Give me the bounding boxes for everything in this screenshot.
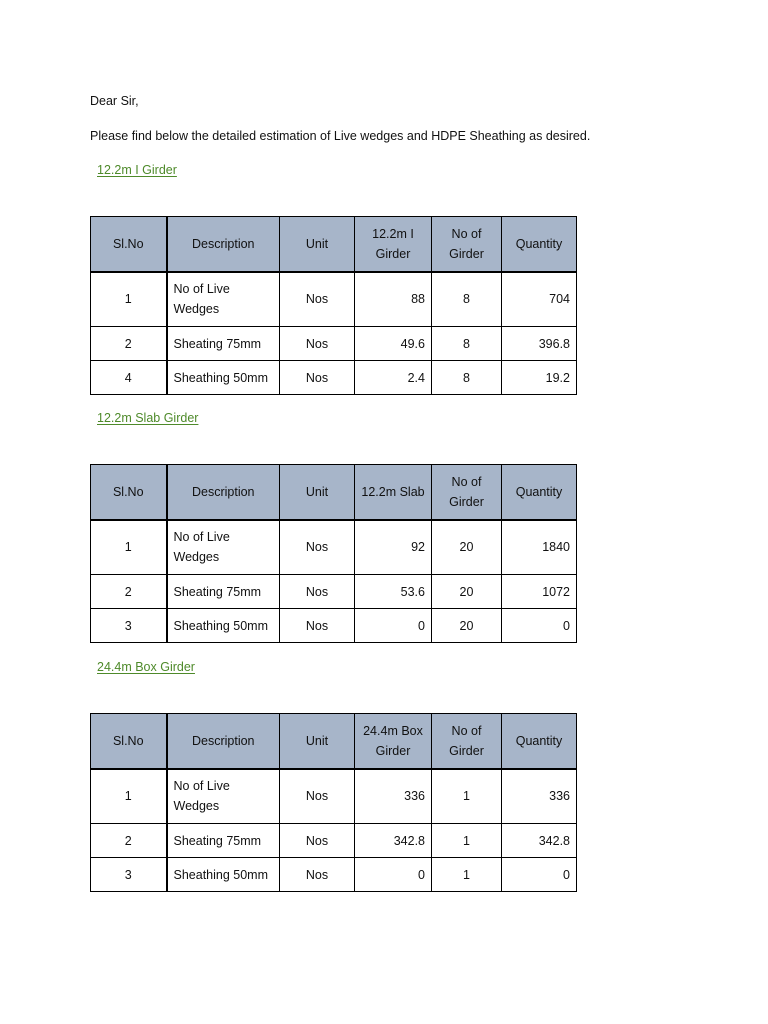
cell-description: Sheathing 50mm	[167, 361, 280, 395]
cell-no-of-girder: 8	[432, 272, 502, 327]
header-no-of-girder: No of Girder	[432, 465, 502, 520]
header-sl-no: Sl.No	[91, 465, 167, 520]
cell-sl-no: 1	[91, 272, 167, 327]
cell-unit: Nos	[280, 609, 355, 643]
cell-description: Sheating 75mm	[167, 575, 280, 609]
cell-quantity: 336	[502, 769, 577, 824]
header-sl-no: Sl.No	[91, 217, 167, 272]
header-unit: Unit	[280, 714, 355, 769]
cell-quantity: 342.8	[502, 824, 577, 858]
cell-unit: Nos	[280, 520, 355, 575]
table-header-row	[91, 217, 577, 272]
cell-no-of-girder: 1	[432, 769, 502, 824]
cell-sl-no: 3	[91, 858, 167, 892]
table-row	[91, 575, 577, 609]
header-sl-no: Sl.No	[91, 714, 167, 769]
header-quantity: Quantity	[502, 714, 577, 769]
cell-length: 2.4	[355, 361, 432, 395]
cell-length: 336	[355, 769, 432, 824]
header-length: 24.4m Box Girder	[355, 714, 432, 769]
cell-no-of-girder: 1	[432, 858, 502, 892]
header-description: Description	[167, 217, 280, 272]
cell-no-of-girder: 8	[432, 327, 502, 361]
cell-description: Sheathing 50mm	[167, 609, 280, 643]
table-row	[91, 272, 577, 327]
estimate-table-i-girder	[90, 216, 577, 395]
cell-sl-no: 3	[91, 609, 167, 643]
cell-sl-no: 2	[91, 575, 167, 609]
cell-no-of-girder: 1	[432, 824, 502, 858]
table-row	[91, 824, 577, 858]
cell-unit: Nos	[280, 327, 355, 361]
cell-length: 49.6	[355, 327, 432, 361]
cell-sl-no: 2	[91, 824, 167, 858]
greeting-text: Dear Sir,	[90, 94, 139, 108]
table-header-row	[91, 465, 577, 520]
cell-quantity: 19.2	[502, 361, 577, 395]
cell-unit: Nos	[280, 769, 355, 824]
cell-quantity: 704	[502, 272, 577, 327]
cell-no-of-girder: 20	[432, 520, 502, 575]
estimate-table-slab-girder	[90, 464, 577, 643]
table-row	[91, 858, 577, 892]
cell-description: Sheating 75mm	[167, 327, 280, 361]
cell-length: 92	[355, 520, 432, 575]
header-length: 12.2m I Girder	[355, 217, 432, 272]
header-unit: Unit	[280, 217, 355, 272]
cell-quantity: 1840	[502, 520, 577, 575]
table-row	[91, 327, 577, 361]
cell-length: 0	[355, 858, 432, 892]
cell-no-of-girder: 20	[432, 575, 502, 609]
header-quantity: Quantity	[502, 465, 577, 520]
cell-unit: Nos	[280, 272, 355, 327]
cell-sl-no: 1	[91, 520, 167, 575]
cell-description: No of Live Wedges	[167, 769, 280, 824]
cell-description: No of Live Wedges	[167, 272, 280, 327]
section-title-i-girder: 12.2m I Girder	[97, 163, 177, 177]
cell-quantity: 0	[502, 858, 577, 892]
section-title-slab-girder: 12.2m Slab Girder	[97, 411, 199, 425]
header-description: Description	[167, 714, 280, 769]
cell-description: No of Live Wedges	[167, 520, 280, 575]
table-row	[91, 769, 577, 824]
header-unit: Unit	[280, 465, 355, 520]
cell-description: Sheating 75mm	[167, 824, 280, 858]
table-row	[91, 609, 577, 643]
header-length: 12.2m Slab	[355, 465, 432, 520]
table-row	[91, 361, 577, 395]
cell-unit: Nos	[280, 824, 355, 858]
header-no-of-girder: No of Girder	[432, 217, 502, 272]
cell-unit: Nos	[280, 575, 355, 609]
estimate-table-box-girder	[90, 713, 577, 892]
table-row	[91, 520, 577, 575]
cell-quantity: 396.8	[502, 327, 577, 361]
cell-no-of-girder: 20	[432, 609, 502, 643]
header-no-of-girder: No of Girder	[432, 714, 502, 769]
cell-length: 0	[355, 609, 432, 643]
cell-quantity: 0	[502, 609, 577, 643]
header-description: Description	[167, 465, 280, 520]
cell-unit: Nos	[280, 361, 355, 395]
cell-sl-no: 1	[91, 769, 167, 824]
cell-sl-no: 4	[91, 361, 167, 395]
cell-length: 342.8	[355, 824, 432, 858]
cell-no-of-girder: 8	[432, 361, 502, 395]
header-quantity: Quantity	[502, 217, 577, 272]
intro-text: Please find below the detailed estimation of Live wedges and HDPE Sheathing as desired.	[90, 129, 591, 143]
section-title-box-girder: 24.4m Box Girder	[97, 660, 195, 674]
cell-length: 53.6	[355, 575, 432, 609]
cell-sl-no: 2	[91, 327, 167, 361]
table-header-row	[91, 714, 577, 769]
cell-unit: Nos	[280, 858, 355, 892]
cell-description: Sheathing 50mm	[167, 858, 280, 892]
cell-quantity: 1072	[502, 575, 577, 609]
cell-length: 88	[355, 272, 432, 327]
